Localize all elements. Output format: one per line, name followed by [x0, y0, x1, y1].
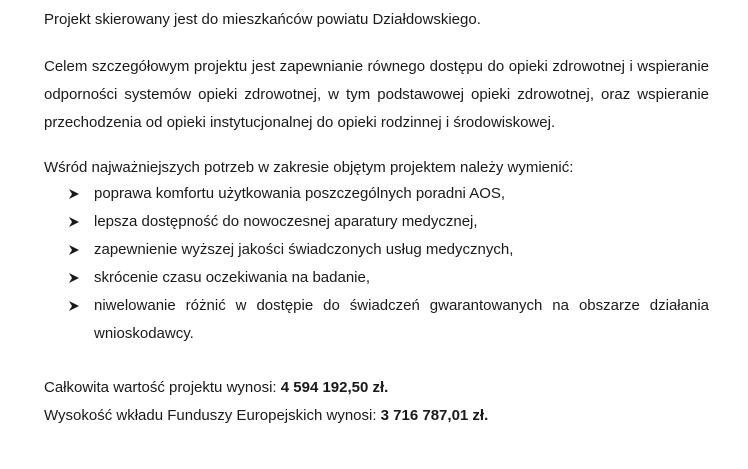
- intro-paragraph: Projekt skierowany jest do mieszkańców powiatu Działdowskiego.: [44, 11, 481, 28]
- needs-list-item: [44, 208, 709, 236]
- arrowhead-bullet-icon: [68, 292, 82, 320]
- eu-funds-label: Wysokość wkładu Funduszy Europejskich wynosi:: [44, 407, 381, 424]
- total-value-line: [44, 374, 709, 402]
- needs-item-text: lepsza dostępność do nowoczesnej aparatury medycznej,: [94, 213, 478, 230]
- needs-list-item: [44, 180, 709, 208]
- needs-list: [44, 180, 709, 348]
- total-value-label: Całkowita wartość projektu wynosi:: [44, 379, 281, 396]
- needs-list-item: [44, 264, 709, 292]
- arrowhead-bullet-icon: [68, 208, 82, 236]
- needs-item-text: niwelowanie różnić w dostępie do świadczeń gwarantowanych na obszarze działania wnioskodawcy.: [94, 297, 709, 342]
- needs-item-text: poprawa komfortu użytkowania poszczególnych poradni AOS,: [94, 185, 506, 202]
- eu-funds-line: [44, 402, 709, 430]
- total-value-amount: 4 594 192,50 zł.: [280, 379, 389, 396]
- arrowhead-bullet-icon: [68, 180, 82, 208]
- arrowhead-bullet-icon: [68, 236, 82, 264]
- needs-item-text: skrócenie czasu oczekiwania na badanie,: [94, 269, 370, 286]
- project-goal-paragraph: Celem szczegółowym projektu jest zapewnianie równego dostępu do opieki zdrowotnej i wspieranie odporności systemów opieki zdrowotnej, w tym podstawowej opieki zdrowotnej, oraz wspieranie przechodzenia od opieki instytucjonalnej do opieki rodzinnej i środowiskowej.: [44, 58, 709, 131]
- needs-list-item: [44, 292, 709, 348]
- needs-heading: Wśród najważniejszych potrzeb w zakresie objętym projektem należy wymienić:: [44, 159, 574, 176]
- eu-funds-amount: 3 716 787,01 zł.: [380, 407, 489, 424]
- needs-item-text: zapewnienie wyższej jakości świadczonych usług medycznych,: [94, 241, 514, 258]
- needs-list-item: [44, 236, 709, 264]
- arrowhead-bullet-icon: [68, 264, 82, 292]
